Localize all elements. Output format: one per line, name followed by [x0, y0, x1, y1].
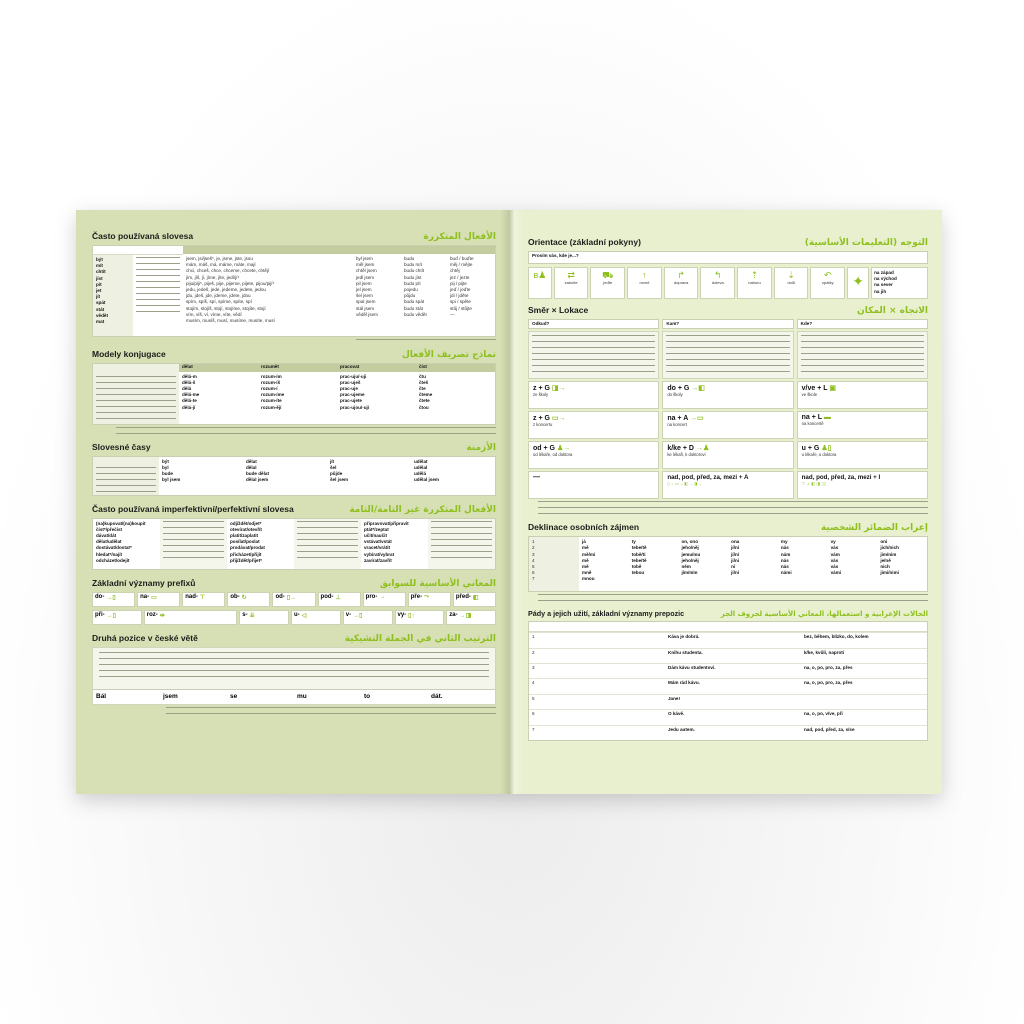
- section-direction-location-title: Směr × Lokace الاتجاه × المكان: [528, 305, 928, 316]
- formula-row-1: [528, 381, 928, 409]
- prefix-pro: pro- →: [363, 592, 406, 607]
- formula-od-g: od + G ♟→ od lékaře, od doktora: [528, 441, 659, 469]
- present-forms-column: jsem, jsi/jseš*, je, jsme, jste, jsou mám, máš, má, máme, máte, mají chci, chceš, chce, chceme, chcete, chtějí jím, jíš, jí, jíme, jíte, jedí/jí* piju/piji*, piješ, pije, pijeme, pijete, pijou/pijí* jedu, jedeš, jede, jedeme, jedete, jedou jdu, jdeš, jde, jdeme, jdete, jdou spím, spíš, spí, spíme, spíte, spí stojím, stojíš, stojí, stojíme, stojíte, stojí vím, víš, ví, víme, víte, vědí musím, musíš, musí, musíme, musíte, musí: [183, 246, 353, 336]
- case-row-3: 3 Dám kávu studentovi. na, o, po, pro, za, přes: [529, 663, 927, 678]
- tile-zpatky: ↶ zpátky: [810, 267, 845, 299]
- tile-dolu: ⇣ dolů: [774, 267, 809, 299]
- section-prefixes-title: Základní významy prefixů المعاني الأساسية للسوابق: [92, 577, 496, 589]
- person-column: [93, 364, 179, 424]
- word-3: se: [230, 693, 238, 700]
- model-rozumět: rozumět rozum-ím rozum-íš rozum-í rozum-íme rozum-íte rozum-ějí: [258, 364, 337, 424]
- formula-do-g: do + G →◧ do školy: [662, 381, 793, 409]
- tense-col-1: být byl bude byl jsem: [162, 458, 181, 483]
- case-row-6: 6 O kávě. na, o, po, v/ve, při: [529, 709, 927, 724]
- pronoun-col-5: my nás nám nás nás námi: [780, 539, 792, 576]
- right-page: [510, 210, 942, 794]
- prefix-nad: nad- ⊤: [182, 592, 225, 607]
- prefix-pod: pod- ⊥: [318, 592, 361, 607]
- prefix-row-2: [92, 610, 496, 625]
- conjugation-table: [92, 363, 496, 425]
- tense-col-3: jít šel půjde šel jsem: [330, 458, 349, 483]
- formula-nad-pod-i: nad, pod, před, za, mezi + I ⊤ ⊥ ◧ ◨ ▯▯: [797, 471, 928, 499]
- section-orientation-title: Orientace (základní pokyny) التوجه (التعليمات الأساسية): [528, 237, 928, 248]
- note-2: [92, 427, 496, 437]
- section-second-position-title: Druhá pozice v české větě الترتيب الثاني في الجملة التشيكية: [92, 632, 496, 644]
- tile-rovne: ↑ rovně: [627, 267, 662, 299]
- formula-z-g-2: z + G ▭→ z koncertu: [528, 411, 659, 439]
- note-4: [528, 501, 928, 517]
- compass-directions: na západ na východ na sever na jih: [871, 267, 928, 299]
- tile-jedte: ⛟ jeďte: [590, 267, 625, 299]
- pronoun-col-3: on, ono jeho/něj jemu/mu jeho/něj něm jím/ním: [681, 539, 701, 576]
- prefix-roz: roz- ⇹: [144, 610, 238, 625]
- pronoun-table: [528, 536, 928, 592]
- frequent-verbs-table: [92, 245, 496, 337]
- tense-col-4: udělat udělal udělá udělal jsem: [414, 458, 440, 483]
- tile-nahoru: ⇡ nahoru: [737, 267, 772, 299]
- pronoun-col-7: oni jich/nich jim/nim je/ně nich jimi/nimi: [880, 539, 899, 576]
- compass-icon: ✦: [847, 267, 869, 299]
- q-kam: Kam?: [662, 319, 793, 329]
- formula-k-d: k/ke + D →♟ ke lékaři, k doktorovi: [662, 441, 793, 469]
- prefix-u: u- ◁: [291, 610, 341, 625]
- direction-questions: [528, 319, 928, 329]
- orientation-tiles: [528, 267, 928, 299]
- tense-labels: [93, 457, 159, 495]
- section-tenses-title: Slovesné časy الأزمنة: [92, 441, 496, 453]
- case-row-5: 5 Jane!: [529, 694, 927, 709]
- prefix-vy: vy- ▯↑: [395, 610, 445, 625]
- tile-doprava: ↱ doprava: [664, 267, 699, 299]
- word-4: mu: [297, 693, 307, 700]
- orientation-prompt: Prosím vás, kde je...?: [528, 251, 928, 264]
- second-position-table: [92, 647, 496, 705]
- q-kde: Kde?: [797, 319, 928, 329]
- past-forms-column: byl jsem měl jsem chtěl jsem jedl jsem pil jsem jel jsem šel jsem spal jsem stál jsem věděl jsem: [353, 246, 401, 336]
- tile-zatocte: ⇄ zatočte: [554, 267, 589, 299]
- pronoun-col-1: já mě mě/mi mě mě mně mnou: [582, 539, 596, 582]
- pronoun-col-6: vy vás vám vás vás vámi: [830, 539, 842, 576]
- verbs-column: být mít chtít jíst pít jet jít spát stát vědět mat: [93, 246, 133, 336]
- model-číst: číst čtu čteš čte čteme čtete čtou: [416, 364, 495, 424]
- aspect-col-2: odjíždět/odjet* otevírat/otevřít platit/zaplatit posílat/poslat prodávat/prodat přicházet/přijít přijíždět/přijet*: [230, 520, 265, 563]
- case-row-7: 7 Jedu autem. nad, pod, před, za, s/se: [529, 725, 927, 740]
- formula-na-l: na + L ▬ na koncertě: [797, 411, 928, 439]
- aspect-table: [92, 518, 496, 570]
- prefix-od: od- ▯→: [272, 592, 315, 607]
- tense-col-2: dělat dělal bude dělat dělal jsem: [246, 458, 269, 483]
- aspect-ar-1: [160, 519, 227, 569]
- case-row-4: 4 Mám rád kávu. na, o, po, pro, za, přes: [529, 678, 927, 693]
- section-pronoun-declension-title: Deklinace osobních zájmen إعراب الضمائر الشخصية: [528, 522, 928, 534]
- open-booklet: [76, 210, 942, 794]
- word-6: dát.: [431, 693, 443, 700]
- examples-kam: [662, 331, 793, 379]
- prefix-pri: při- →▯: [92, 610, 142, 625]
- verbs-arabic-column: [133, 246, 183, 336]
- formula-z-g: z + G ◨→ ze školy: [528, 381, 659, 409]
- formula-na-a: na + A →▭ na koncert: [662, 411, 793, 439]
- model-pracovat: pracovat prac-uju/-uji prac-uješ prac-uje prac-ujeme prac-ujete prac-ujou/-ují: [337, 364, 416, 424]
- formula-nad-pod-a: nad, pod, před, za, mezi + A ▯→ ▭→ ◧→ ◨→: [662, 471, 793, 499]
- formula-row-2: [528, 411, 928, 439]
- section-cases-title: Pády a jejich užití, základní významy prepozic الحالات الإعرابية و استعمالها، المعاني الأساسية لحروف الجر: [528, 609, 928, 619]
- prefix-pred: před- ◧: [453, 592, 496, 607]
- aspect-col-1: (na)kupovat/(na)koupit číst*/přečíst dávat/dát dělat/udělat dostávat/dostat* hledat*/najít odcházet/odejít: [96, 520, 146, 563]
- imperative-forms-column: buď / buďte měj / mějte chtěj jez / jezte pij / pijte jeď / jeďte jdi / jděte spi / spěte stůj / stůjte —: [447, 246, 495, 336]
- prefix-pre: pře- ⤳: [408, 592, 451, 607]
- formula-v-l: v/ve + L ▣ ve škole: [797, 381, 928, 409]
- prefix-do: do- →▯: [92, 592, 135, 607]
- word-5: to: [364, 693, 371, 700]
- left-page: [76, 210, 510, 794]
- case-numbers: 1 2 3 4 5 6 7: [529, 537, 579, 591]
- word-1: Bál: [96, 693, 107, 700]
- future-forms-column: budu budu mít budu chtít budu jíst budu pít pojedu půjdu budu spát budu stát budu vědět: [401, 246, 447, 336]
- model-dělat: dělat dělá-m dělá-š dělá dělá-me dělá-te dělá-jí: [179, 364, 258, 424]
- tenses-table: [92, 456, 496, 496]
- examples-odkud: [528, 331, 659, 379]
- formula-blank: —: [528, 471, 659, 499]
- prefix-s: s- ⇊: [239, 610, 289, 625]
- prefix-na: na- ▭: [137, 592, 180, 607]
- section-aspect-title: Často používaná imperfektivní/perfektivní slovesa الأفعال المتكررة غير التامة/التامة: [92, 503, 496, 515]
- q-odkud: Odkud?: [528, 319, 659, 329]
- formula-u-g: u + G ♟▯ u lékaře, u doktora: [797, 441, 928, 469]
- pronoun-col-2: ty tebe/tě tobě/ti tebe/tě tobě tebou: [631, 539, 647, 576]
- formula-row-4: [528, 471, 928, 499]
- prefix-row-1: [92, 592, 496, 607]
- note-5: [528, 594, 928, 604]
- prefix-za: za- →◨: [446, 610, 496, 625]
- aspect-ar-3: [428, 519, 495, 569]
- case-row-2: 2 Knihu studenta. k/ke, kvůli, naproti: [529, 648, 927, 663]
- note-1: [92, 339, 496, 344]
- section-frequent-verbs-title: Často používaná slovesa الأفعال المتكررة: [92, 231, 496, 242]
- aspect-col-3: připravovat/připravit ptát*/zeptat učit/naučit vstávat/vstát vracet/vrátit vybírat/vybrat zavírat/zavřít: [364, 520, 409, 563]
- cases-table: [528, 621, 928, 741]
- word-2: jsem: [163, 693, 178, 700]
- note-3: [92, 707, 496, 717]
- aspect-ar-2: [294, 519, 361, 569]
- tile-base: ʙ♟: [528, 267, 552, 299]
- case-row-1: 1 Káva je dobrá. bez, během, blízko, do, kolem: [529, 632, 927, 647]
- tile-doleva: ↰ doleva: [700, 267, 735, 299]
- formula-row-3: [528, 441, 928, 469]
- pronoun-col-4: ona jí/ní jí/ní ji/ni ní jí/ní: [731, 539, 740, 576]
- direction-examples: [528, 331, 928, 379]
- prefix-ob: ob- ↻: [227, 592, 270, 607]
- examples-kde: [797, 331, 928, 379]
- prefix-v: v- →▯: [343, 610, 393, 625]
- section-conjugation-title: Modely konjugace نماذج تصريف الأفعال: [92, 348, 496, 360]
